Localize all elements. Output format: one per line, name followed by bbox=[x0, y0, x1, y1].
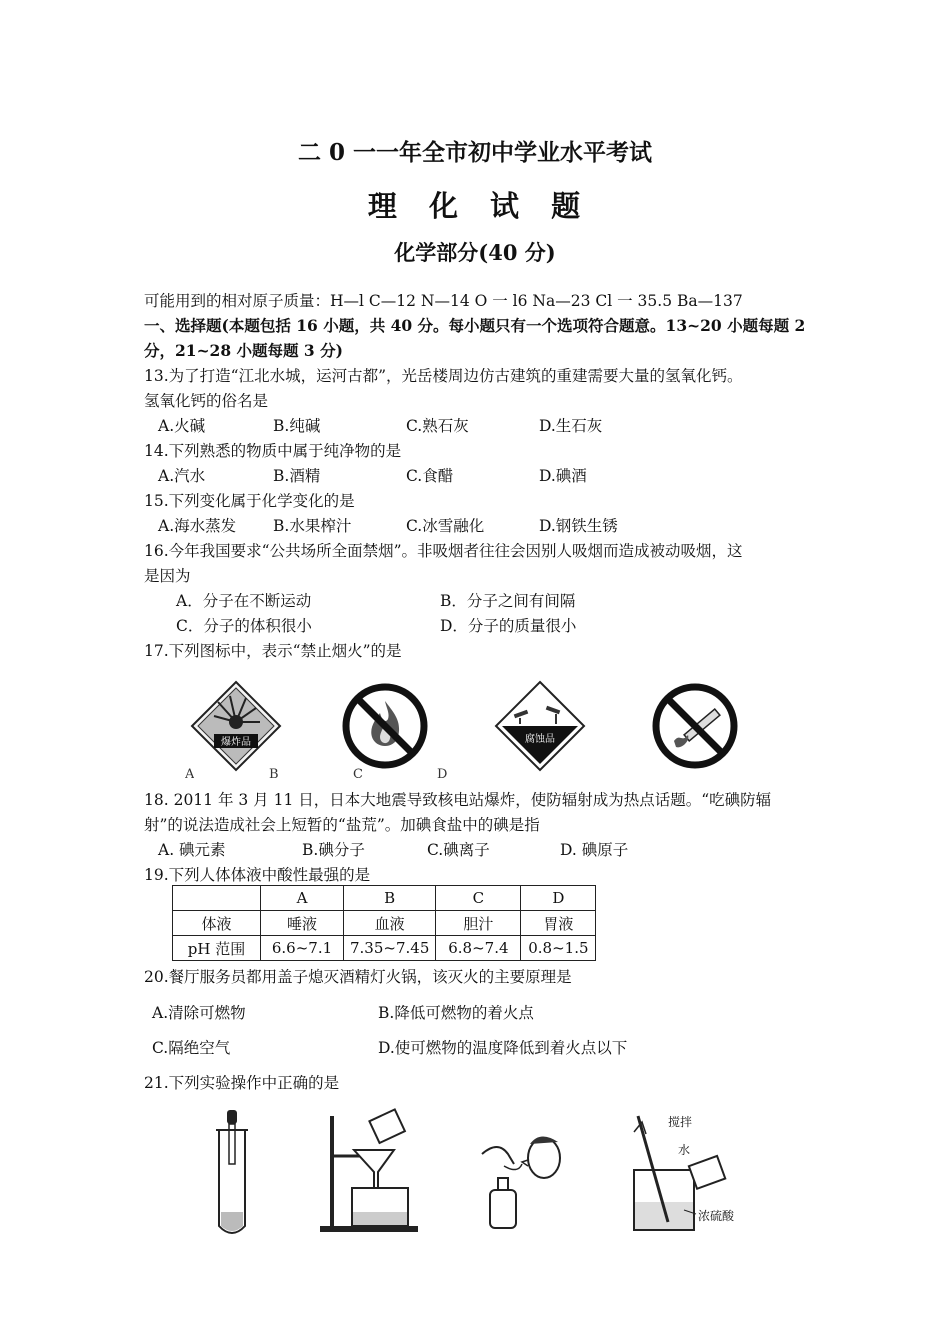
q13-stem-1: 13.为了打造“江北水城，运河古都”，光岳楼周边仿古建筑的重建需要大量的氢氧化钙。 bbox=[144, 367, 743, 385]
q14-option-d: D.碘酒 bbox=[539, 467, 587, 485]
q14-stem: 14.下列熟悉的物质中属于纯净物的是 bbox=[144, 442, 402, 460]
q17-letter-b: B bbox=[269, 767, 279, 779]
q18-option-d: D. 碘原子 bbox=[560, 841, 629, 859]
table-cell: 血液 bbox=[344, 911, 436, 936]
table-cell: D bbox=[521, 886, 596, 911]
q20-option-c: C.隔绝空气 bbox=[152, 1039, 231, 1057]
q13-option-d: D.生石灰 bbox=[539, 417, 603, 435]
q19-stem: 19.下列人体体液中酸性最强的是 bbox=[144, 866, 371, 884]
q18-option-b: B.碘分子 bbox=[302, 841, 365, 859]
q15-stem: 15.下列变化属于化学变化的是 bbox=[144, 492, 355, 510]
q16-option-d: D．分子的质量很小 bbox=[440, 617, 577, 635]
q21-stem: 21.下列实验操作中正确的是 bbox=[144, 1074, 340, 1092]
sign-c-label: 腐蚀品 bbox=[525, 734, 555, 745]
table-row bbox=[173, 911, 596, 936]
section-title: 化学部分(40 分) bbox=[394, 240, 556, 265]
table-cell: 0.8~1.5 bbox=[521, 936, 596, 961]
q17-letter-a: A bbox=[185, 767, 195, 779]
label-stir: 搅拌 bbox=[668, 1115, 693, 1129]
q13-option-b: B.纯碱 bbox=[273, 417, 321, 435]
q15-option-b: B.水果榨汁 bbox=[273, 517, 352, 535]
q13-stem-2: 氢氧化钙的俗名是 bbox=[144, 392, 269, 410]
exam-title: 二 0 一一年全市初中学业水平考试 bbox=[297, 139, 653, 166]
smelling-gas-figure bbox=[474, 1120, 570, 1232]
label-water: 水 bbox=[678, 1143, 691, 1157]
diluting-acid-figure bbox=[624, 1110, 754, 1236]
corrosive-warning-icon bbox=[494, 680, 586, 772]
q18-option-a: A. 碘元素 bbox=[158, 841, 226, 859]
table-cell bbox=[173, 886, 261, 911]
filtration-apparatus-figure bbox=[318, 1108, 428, 1236]
q15-option-c: C.冰雪融化 bbox=[406, 517, 485, 535]
q15-option-a: A.海水蒸发 bbox=[158, 517, 237, 535]
explosive-warning-icon bbox=[190, 680, 282, 772]
q13-option-a: A.火碱 bbox=[158, 417, 206, 435]
q20-option-d: D.使可燃物的温度降低到着火点以下 bbox=[378, 1039, 628, 1057]
q20-option-a: A.清除可燃物 bbox=[152, 1004, 246, 1022]
q14-option-c: C.食醋 bbox=[406, 467, 454, 485]
table-cell: 7.35~7.45 bbox=[344, 936, 436, 961]
table-cell: B bbox=[344, 886, 436, 911]
table-header-row bbox=[173, 886, 596, 911]
table-cell: A bbox=[261, 886, 344, 911]
q18-stem-1: 18. 2011 年 3 月 11 日，日本大地震导致核电站爆炸，使防辐射成为热点话题。“吃碘防辐 bbox=[144, 791, 772, 809]
q20-stem: 20.餐厅服务员都用盖子熄灭酒精灯火锅，该灭火的主要原理是 bbox=[144, 968, 572, 986]
q17-stem: 17.下列图标中，表示“禁止烟火”的是 bbox=[144, 642, 402, 660]
q16-stem-1: 16.今年我国要求“公共场所全面禁烟”。非吸烟者往往会因别人吸烟而造成被动吸烟，这 bbox=[144, 542, 743, 560]
q17-letter-c: C bbox=[353, 767, 363, 779]
no-smoking-sign-icon bbox=[652, 683, 738, 769]
q18-stem-2: 射”的说法造成社会上短暂的“盐荒”。加碘食盐中的碘是指 bbox=[144, 816, 540, 834]
q20-option-b: B.降低可燃物的着火点 bbox=[378, 1004, 534, 1022]
instructions-line-2: 分，21~28 小题每题 3 分) bbox=[144, 341, 343, 360]
q14-option-b: B.酒精 bbox=[273, 467, 321, 485]
ph-table bbox=[172, 885, 596, 961]
q13-option-c: C.熟石灰 bbox=[406, 417, 469, 435]
table-cell: pH 范围 bbox=[173, 936, 261, 961]
subject-title: 理 化 试 题 bbox=[367, 189, 583, 223]
no-fire-sign-icon bbox=[342, 683, 428, 769]
q15-option-d: D.钢铁生锈 bbox=[539, 517, 618, 535]
q18-option-c: C.碘离子 bbox=[427, 841, 490, 859]
table-cell: C bbox=[436, 886, 521, 911]
label-conc-acid: 浓硫酸 bbox=[698, 1209, 735, 1223]
dropper-test-tube-figure bbox=[210, 1108, 255, 1240]
q16-option-a: A．分子在不断运动 bbox=[176, 592, 312, 610]
q16-stem-2: 是因为 bbox=[144, 567, 191, 585]
sign-a-label: 爆炸品 bbox=[221, 737, 251, 748]
table-cell: 胃液 bbox=[521, 911, 596, 936]
q14-option-a: A.汽水 bbox=[158, 467, 206, 485]
instructions-line-1: 一、选择题(本题包括 16 小题，共 40 分。每小题只有一个选项符合题意。13~20 小题每题 2 bbox=[144, 316, 806, 335]
q16-option-b: B．分子之间有间隔 bbox=[440, 592, 576, 610]
table-cell: 6.6~7.1 bbox=[261, 936, 344, 961]
table-cell: 6.8~7.4 bbox=[436, 936, 521, 961]
table-cell: 胆汁 bbox=[436, 911, 521, 936]
table-row bbox=[173, 936, 596, 961]
q16-option-c: C．分子的体积很小 bbox=[176, 617, 312, 635]
table-cell: 体液 bbox=[173, 911, 261, 936]
table-cell: 唾液 bbox=[261, 911, 344, 936]
q17-letter-d: D bbox=[437, 767, 448, 779]
atomic-masses: 可能用到的相对原子质量：H—l C—12 N—14 O 一 l6 Na—23 Cl 一 35.5 Ba—137 bbox=[144, 292, 743, 310]
